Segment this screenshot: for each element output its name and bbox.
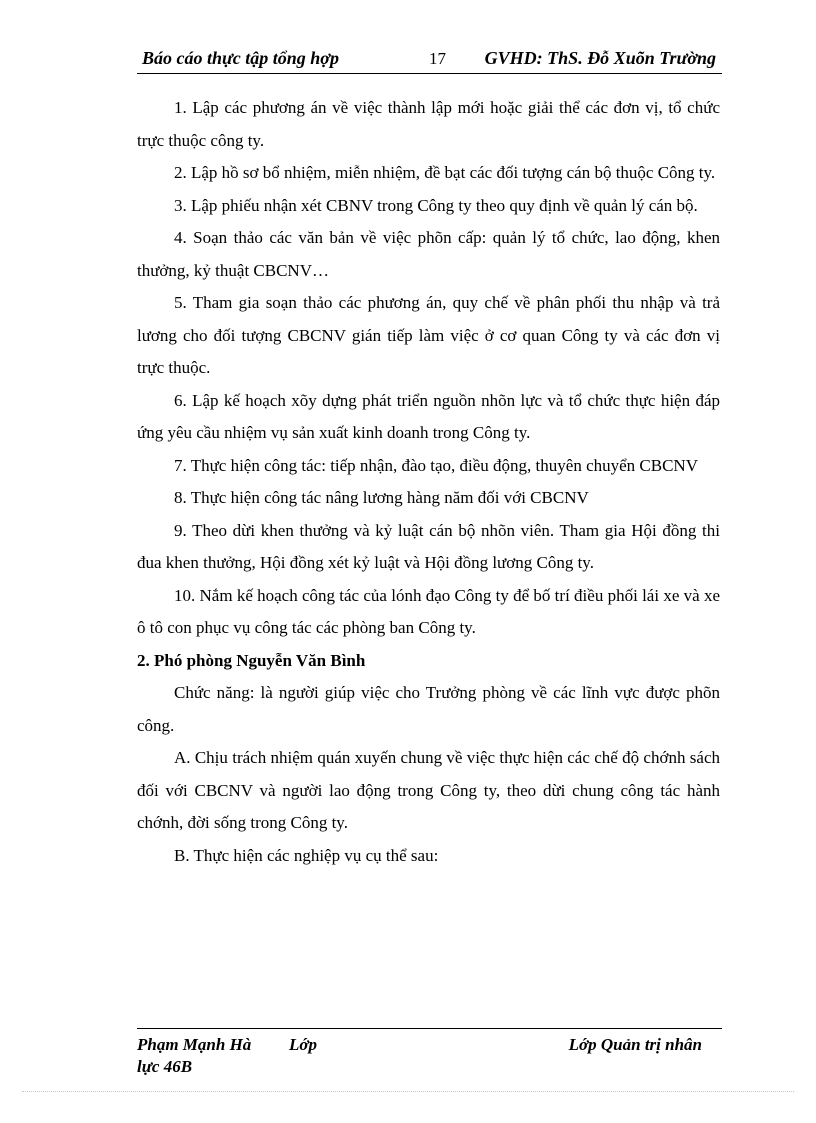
paragraph-5: 5. Tham gia soạn thảo các phương án, quy chế về phân phối thu nhập và trả lương cho đối tượng CBCNV gián tiếp làm việc ở cơ quan Công ty và các đơn vị trực thuộc. — [137, 293, 720, 377]
paragraph-1: 1. Lập các phương án về việc thành lập mới hoặc giải thể các đơn vị, tổ chức trực thuộc công ty. — [137, 98, 720, 150]
paragraph-6: 6. Lập kế hoạch xõy dựng phát triển nguồn nhõn lực và tổ chức thực hiện đáp ứng yêu cầu nhiệm vụ sản xuất kinh doanh trong Công ty. — [137, 390, 720, 442]
footer-lop-label: Lớp — [289, 1035, 318, 1054]
paragraph-a: A. Chịu trách nhiệm quán xuyến chung về việc thực hiện các chế độ chớnh sách đối với CBCNV và người lao động trong Công ty, theo dừi chung công tác hành chớnh, đời sống trong Công ty. — [137, 748, 720, 832]
paragraph-10: 10. Nắm kế hoạch công tác của lónh đạo Công ty để bố trí điều phối lái xe và xe ô tô con phục vụ công tác các phòng ban Công ty. — [137, 585, 720, 637]
page-header — [137, 47, 722, 74]
header-supervisor: GVHD: ThS. Đỗ Xuõn Trường — [484, 48, 716, 68]
footer-class: Lớp Quản trị nhân — [568, 1035, 702, 1054]
paragraph-2: 2. Lập hồ sơ bổ nhiệm, miễn nhiệm, đề bạt các đối tượng cán bộ thuộc Công ty. — [174, 163, 716, 182]
footer-class-continued: lực 46B — [137, 1057, 193, 1076]
footer-student-name: Phạm Mạnh Hà — [137, 1035, 252, 1054]
paragraph-7: 7. Thực hiện công tác: tiếp nhận, đào tạo, điều động, thuyên chuyển CBCNV — [174, 455, 698, 475]
page-body — [137, 92, 720, 872]
paragraph-b: B. Thực hiện các nghiệp vụ cụ thể sau: — [174, 845, 439, 865]
page-bottom-dotted-border — [22, 1091, 794, 1092]
page-footer — [137, 1034, 722, 1078]
paragraph-function: Chức năng: là người giúp việc cho Trưởng phòng về các lĩnh vực được phõn công. — [137, 683, 720, 735]
footer-divider — [137, 1028, 722, 1029]
section-heading: 2. Phó phòng Nguyễn Văn Bình — [137, 650, 366, 670]
paragraph-9: 9. Theo dừi khen thưởng và kỷ luật cán bộ nhõn viên. Tham gia Hội đồng thi đua khen thưởng, Hội đồng xét kỷ luật và Hội đồng lương Công ty. — [137, 520, 720, 572]
header-report-title: Báo cáo thực tập tổng hợp — [142, 48, 339, 68]
paragraph-3: 3. Lập phiếu nhận xét CBNV trong Công ty theo quy định về quản lý cán bộ. — [174, 195, 698, 215]
paragraph-4: 4. Soạn thảo các văn bản về việc phõn cấp: quản lý tổ chức, lao động, khen thưởng, kỷ thuật CBCNV… — [137, 228, 720, 280]
paragraph-8: 8. Thực hiện công tác nâng lương hàng năm đối với CBCNV — [174, 488, 589, 507]
page-number: 17 — [429, 49, 446, 68]
